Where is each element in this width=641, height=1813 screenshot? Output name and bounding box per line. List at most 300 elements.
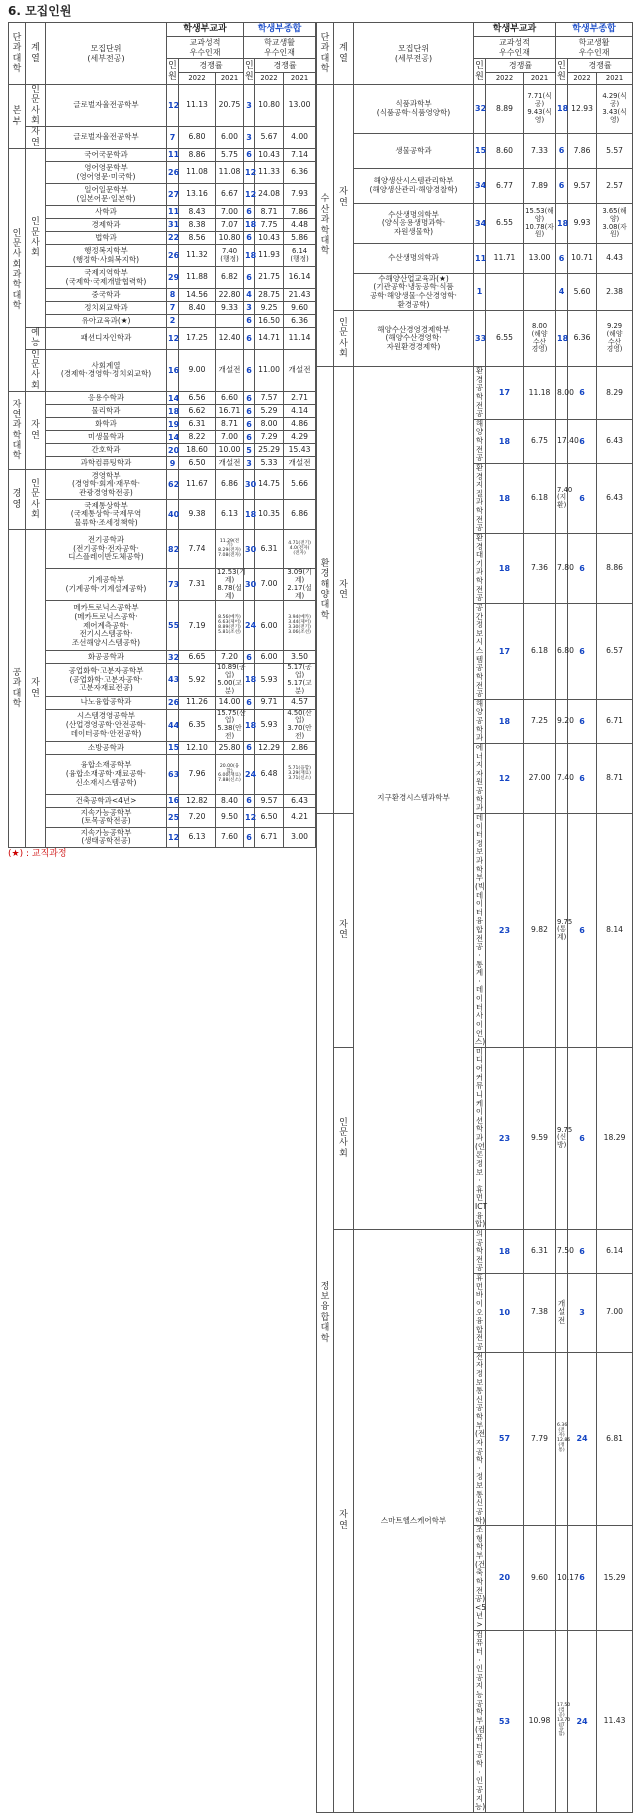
quota-jonghap: 6 [244, 206, 255, 219]
quota-jonghap: 18 [244, 219, 255, 232]
ratio-gyogwa-2021: 15.75(산업) 5.38(안전) [217, 708, 246, 741]
ratio-gyogwa-2022 [486, 274, 524, 311]
ratio-jonghap-2022: 5.33 [255, 457, 284, 470]
ratio-jonghap-2022: 6.50 [255, 807, 284, 827]
unit-name: 간호학과 [46, 444, 167, 457]
unit-name: 행정복지학부 (행정학·사회복지학) [46, 245, 167, 267]
quota-jonghap: 6 [568, 367, 597, 420]
unit-name: 패션디자인학과 [46, 328, 167, 350]
ratio-jonghap-2021: 4.29 [284, 431, 316, 444]
ratio-gyogwa-2021: 7.00 [216, 206, 244, 219]
quota-jonghap: 6 [244, 651, 255, 664]
quota-jonghap: 30 [244, 470, 255, 500]
ratio-gyogwa-2022: 11.88 [179, 267, 216, 289]
quota-gyogwa: 27 [167, 184, 179, 206]
table-row [317, 274, 633, 311]
ratio-gyogwa-2022: 11.18 [524, 367, 556, 420]
ratio-jonghap-2021: 7.93 [284, 184, 316, 206]
table-row [9, 530, 316, 569]
ratio-gyogwa-2022: 7.19 [179, 601, 216, 651]
ratio-gyogwa-2021: 12.40 [216, 328, 244, 350]
ratio-gyogwa-2021: 13.00 [524, 244, 556, 274]
quota-jonghap: 3 [244, 302, 255, 315]
quota-gyogwa: 63 [167, 754, 179, 794]
ratio-jonghap-2022: 11.33 [255, 162, 284, 184]
ratio-gyogwa-2022: 8.89 [486, 85, 524, 134]
ratio-gyogwa-2021: 7.60 [216, 827, 244, 847]
header-gye: 계열 [26, 23, 46, 85]
table-row [9, 754, 316, 794]
ratio-jonghap-2021: 7.14 [284, 149, 316, 162]
legend-note: (★) : 교직과정 [8, 849, 67, 859]
ratio-gyogwa-2021: 8.71 [216, 418, 244, 431]
ratio-gyogwa-2021: 개설전 [216, 349, 244, 391]
ratio-gyogwa-2021: 8.56(메카) 6.63(제어) 8.89(전기) 5.81(조선) [216, 601, 244, 651]
header-ratio-2: 경쟁률 [568, 59, 633, 73]
unit-name: 글로벌자율전공학부 [46, 127, 167, 149]
quota-gyogwa: 18 [486, 419, 524, 463]
quota-gyogwa: 82 [167, 530, 179, 569]
unit-name: 지속가능공학부 (생태공학전공) [46, 827, 167, 847]
ratio-gyogwa-2021: 7.40 (지환) [556, 463, 568, 533]
quota-gyogwa: 40 [167, 500, 179, 530]
ratio-jonghap-2022: 10.35 [255, 500, 284, 530]
ratio-jonghap-2022: 7.00 [255, 569, 284, 601]
quota-gyogwa: 17 [486, 367, 524, 420]
college-cell: 자연과학대학 [9, 392, 26, 470]
quota-gyogwa: 10 [486, 1274, 524, 1353]
ratio-jonghap-2022: 15.29 [597, 1526, 633, 1631]
quota-gyogwa: 53 [486, 1630, 524, 1812]
quota-gyogwa: 15 [474, 134, 486, 169]
ratio-jonghap-2021: 11.14 [284, 328, 316, 350]
quota-gyogwa: 26 [167, 245, 179, 267]
ratio-gyogwa-2021: 12.53(기계) 8.78(설계) [217, 568, 246, 600]
unit-name: 에너지자원공학과 [474, 743, 486, 813]
header-sub-jonghap: 학교생활 우수인재 [556, 37, 633, 59]
ratio-jonghap-2021: 9.60 [284, 302, 316, 315]
header-gyogwa: 학생부교과 [474, 23, 556, 37]
quota-gyogwa: 16 [167, 349, 179, 391]
header-year: 2021 [284, 73, 316, 85]
ratio-jonghap-2022: 7.29 [255, 431, 284, 444]
ratio-gyogwa-2022: 7.20 [179, 807, 216, 827]
ratio-jonghap-2021: 5.17(공업) 5.17(고분) [284, 664, 316, 696]
header-college: 단과대학 [9, 23, 26, 85]
ratio-jonghap-2022: 9.57 [255, 794, 284, 807]
ratio-jonghap-2022: 8.71 [597, 743, 633, 813]
ratio-gyogwa-2021: 25.80 [216, 741, 244, 754]
table-row [9, 162, 316, 184]
quota-jonghap: 6 [244, 392, 255, 405]
ratio-gyogwa-2022: 7.96 [179, 754, 216, 794]
ratio-jonghap-2021: 6.36 [284, 315, 316, 328]
ratio-jonghap-2022: 8.71 [255, 206, 284, 219]
quota-jonghap: 6 [568, 1526, 597, 1631]
college-cell: 본부 [9, 85, 26, 149]
ratio-gyogwa-2021: 14.00 [216, 696, 244, 709]
ratio-gyogwa-2021: 20.00(융합) 6.00(재료) 7.88(신소) [216, 754, 244, 794]
quota-jonghap: 6 [244, 349, 255, 391]
ratio-gyogwa-2022: 14.56 [179, 289, 216, 302]
header-year: 2021 [524, 73, 556, 85]
quota-gyogwa: 33 [474, 311, 486, 367]
ratio-gyogwa-2022: 27.00 [524, 743, 556, 813]
ratio-gyogwa-2021: 9.75 (신방) [556, 1047, 568, 1229]
quota-jonghap: 6 [244, 328, 255, 350]
college-cell: 정보융합대학 [317, 813, 334, 1812]
table-row [9, 601, 316, 651]
ratio-jonghap-2021: 2.71 [284, 392, 316, 405]
ratio-gyogwa-2022: 6.55 [486, 311, 524, 367]
unit-name: 국제지역학부 (국제학·국제개발협력학) [46, 267, 167, 289]
quota-gyogwa: 12 [167, 85, 179, 127]
ratio-jonghap-2021: 6.43 [284, 794, 316, 807]
quota-jonghap: 6 [244, 741, 255, 754]
ratio-gyogwa-2022: 8.43 [179, 206, 216, 219]
table-row [317, 1229, 633, 1273]
ratio-gyogwa-2022: 6.18 [524, 463, 556, 533]
quota-gyogwa: 32 [474, 85, 486, 134]
table-row [9, 328, 316, 350]
gye-cell: 인문사회 [26, 470, 46, 530]
quota-gyogwa: 15 [167, 741, 179, 754]
ratio-gyogwa-2022: 11.71 [486, 244, 524, 274]
ratio-gyogwa-2021: 7.33 [524, 134, 556, 169]
ratio-gyogwa-2022: 8.22 [179, 431, 216, 444]
ratio-jonghap-2021: 4.57 [284, 696, 316, 709]
unit-name: 해양학전공 [474, 419, 486, 463]
quota-gyogwa: 19 [167, 418, 179, 431]
ratio-jonghap-2022: 11.43 [597, 1630, 633, 1812]
ratio-jonghap-2021: 3.50 [284, 651, 316, 664]
quota-jonghap: 6 [244, 794, 255, 807]
quota-gyogwa: 44 [167, 709, 179, 741]
unit-name: 응용수학과 [46, 392, 167, 405]
ratio-jonghap-2021: 2.57 [597, 169, 633, 204]
unit-name: 화학과 [46, 418, 167, 431]
ratio-gyogwa-2021: 7.71(식공) 9.43(식영) [524, 85, 556, 134]
ratio-gyogwa-2021: 7.00 [216, 431, 244, 444]
quota-gyogwa: 32 [167, 651, 179, 664]
right-table [316, 22, 633, 1813]
ratio-jonghap-2021: 5.57 [597, 134, 633, 169]
ratio-gyogwa-2021 [524, 274, 556, 311]
ratio-jonghap-2021: 5.66 [284, 470, 316, 500]
ratio-gyogwa-2022: 7.25 [524, 699, 556, 743]
quota-jonghap: 18 [556, 85, 568, 134]
ratio-gyogwa-2022: 7.74 [179, 530, 216, 569]
unit-name: 소방공학과 [46, 741, 167, 754]
quota-gyogwa: 12 [167, 328, 179, 350]
ratio-gyogwa-2022: 7.38 [524, 1274, 556, 1353]
gye-cell: 자연 [334, 367, 354, 814]
ratio-gyogwa-2021: 10.80 [216, 232, 244, 245]
unit-name: 수해양산업교육과(★) (기관공학·냉동공학·식품 공학·해양생물·수산경영학· 환경공학) [354, 274, 474, 311]
quota-gyogwa: 9 [167, 457, 179, 470]
quota-jonghap: 6 [568, 419, 597, 463]
header-ratio-2: 경쟁률 [255, 59, 316, 73]
quota-gyogwa: 26 [167, 162, 179, 184]
ratio-jonghap-2022: 5.60 [568, 274, 597, 311]
ratio-jonghap-2022: 9.25 [255, 302, 284, 315]
table-row [317, 311, 633, 367]
ratio-gyogwa-2022: 6.31 [524, 1229, 556, 1273]
table-row [9, 444, 316, 457]
ratio-jonghap-2022: 5.93 [255, 709, 284, 741]
ratio-gyogwa-2021: 10.00 [216, 444, 244, 457]
header-year: 2022 [179, 73, 216, 85]
table-row [9, 232, 316, 245]
quota-jonghap: 6 [244, 827, 255, 847]
ratio-jonghap-2022: 10.71 [568, 244, 597, 274]
ratio-gyogwa-2022: 9.59 [524, 1047, 556, 1229]
table-row [9, 696, 316, 709]
ratio-gyogwa-2022: 7.36 [524, 533, 556, 603]
gye-cell: 자연 [26, 530, 46, 848]
table-row [9, 457, 316, 470]
quota-gyogwa: 17 [486, 603, 524, 699]
ratio-jonghap-2021: 5.71(융합) 3.29(재료) 3.71(신소) [284, 754, 316, 794]
ratio-jonghap-2022: 24.08 [255, 184, 284, 206]
quota-jonghap: 3 [244, 457, 255, 470]
college-cell: 공과대학 [9, 530, 26, 848]
unit-name: 데이터정보과학부 (빅데이터융합전공· 통계·데이터사이언스) [475, 812, 486, 1047]
ratio-jonghap-2021: 16.14 [284, 267, 316, 289]
ratio-gyogwa-2022: 6.80 [179, 127, 216, 149]
ratio-jonghap-2021: 4.71(전기) 4.0(전자) (전자) [284, 530, 316, 569]
ratio-jonghap-2021: 개설전 [284, 349, 316, 391]
table-row [317, 85, 633, 134]
table-row [9, 569, 316, 601]
unit-name: 일어일문학부 (일본어문·일본학) [46, 184, 167, 206]
gye-cell: 인문사회 [26, 349, 46, 391]
ratio-gyogwa-2021: 6.36 (전자) 12.86 (정통) [556, 1352, 568, 1526]
quota-gyogwa: 11 [167, 149, 179, 162]
ratio-jonghap-2022: 6.00 [255, 651, 284, 664]
ratio-jonghap-2021: 2.38 [597, 274, 633, 311]
ratio-gyogwa-2021: 20.75 [216, 85, 244, 127]
quota-gyogwa: 22 [167, 232, 179, 245]
ratio-jonghap-2022: 6.43 [597, 419, 633, 463]
header-year: 2021 [597, 73, 633, 85]
unit-name: 공업화학·고분자공학부 (공업화학·고분자공학· 고분자재료전공) [46, 664, 167, 696]
ratio-gyogwa-2021: 9.20 [556, 699, 568, 743]
quota-jonghap: 18 [556, 204, 568, 244]
quota-jonghap: 6 [244, 232, 255, 245]
unit-name: 나노융합공학과 [46, 696, 167, 709]
quota-jonghap: 6 [244, 315, 255, 328]
gye-cell: 인문사회 [26, 85, 46, 127]
quota-jonghap: 6 [244, 405, 255, 418]
quota-jonghap: 12 [244, 162, 255, 184]
ratio-gyogwa-2022: 8.60 [486, 134, 524, 169]
header-jonghap: 학생부종합 [556, 23, 633, 37]
gye-cell: 인문사회 [334, 1047, 354, 1229]
quota-jonghap: 30 [244, 530, 255, 569]
ratio-gyogwa-2022: 5.92 [179, 664, 216, 696]
header-sub-gyogwa: 교과성적 우수인재 [474, 37, 556, 59]
unit-name: 생물공학과 [354, 134, 474, 169]
quota-gyogwa: 57 [486, 1352, 524, 1526]
table-row [317, 169, 633, 204]
ratio-gyogwa-2022: 12.10 [179, 741, 216, 754]
table-row [9, 206, 316, 219]
table-row [9, 418, 316, 431]
unit-name: 수산생명의학과 [354, 244, 474, 274]
table-row [9, 302, 316, 315]
unit-name: 미디어커뮤니케이션학과 (언론정보·휴먼ICT융합) [475, 1046, 488, 1229]
header-sub-jonghap: 학교생활 우수인재 [244, 37, 316, 59]
table-row [317, 134, 633, 169]
quota-jonghap: 12 [244, 184, 255, 206]
unit-name: 융합소재공학부 (융합소재공학·재료공학· 신소재시스템공학) [46, 754, 167, 794]
quota-gyogwa: 12 [167, 827, 179, 847]
quota-jonghap: 24 [568, 1630, 597, 1812]
ratio-gyogwa-2021: 7.80 [556, 533, 568, 603]
ratio-jonghap-2021: 4.48 [284, 219, 316, 232]
ratio-jonghap-2022: 5.67 [255, 127, 284, 149]
table-row [9, 289, 316, 302]
unit-name: 해양공학과 [474, 699, 486, 743]
ratio-jonghap-2021: 4.00 [284, 127, 316, 149]
ratio-jonghap-2022: 6.48 [255, 754, 284, 794]
ratio-jonghap-2021: 3.00 [284, 827, 316, 847]
ratio-gyogwa-2021: 15.53(해양) 10.78(자원) [524, 204, 556, 244]
unit-name: 공간정보시스템공학전공 [474, 603, 486, 699]
ratio-gyogwa-2022: 6.75 [524, 419, 556, 463]
ratio-jonghap-2022: 25.29 [255, 444, 284, 457]
unit-name: 글로벌자율전공학부 [46, 85, 167, 127]
table-row [9, 315, 316, 328]
quota-gyogwa: 31 [167, 219, 179, 232]
header-inwon-2: 인원 [244, 59, 255, 85]
ratio-jonghap-2022: 6.00 [255, 601, 284, 651]
unit-name: 시스템경영공학부 (산업경영공학·안전공학· 데이터공학·안전공학) [46, 709, 167, 741]
quota-jonghap: 24 [568, 1352, 597, 1526]
ratio-gyogwa-2022: 6.18 [524, 603, 556, 699]
ratio-gyogwa-2022: 10.98 [524, 1630, 556, 1812]
quota-gyogwa: 73 [167, 569, 179, 601]
ratio-jonghap-2022: 18.29 [597, 1047, 633, 1229]
college-cell: 수산과학대학 [317, 85, 334, 367]
table-row [9, 794, 316, 807]
quota-jonghap: 18 [244, 500, 255, 530]
ratio-gyogwa-2021: 22.80 [216, 289, 244, 302]
ratio-jonghap-2021: 7.86 [284, 206, 316, 219]
header-ratio-1: 경쟁률 [486, 59, 556, 73]
ratio-gyogwa-2021: 6.80 [556, 603, 568, 699]
gye-cell: 인문사회 [26, 149, 46, 328]
ratio-jonghap-2022: 12.93 [568, 85, 597, 134]
ratio-gyogwa-2021: 7.89 [524, 169, 556, 204]
table-row [9, 85, 316, 127]
ratio-gyogwa-2022: 6.56 [179, 392, 216, 405]
ratio-gyogwa-2021: 9.75 (통계) [556, 813, 568, 1047]
table-row [9, 184, 316, 206]
quota-gyogwa: 34 [474, 169, 486, 204]
unit-name: 유아교육과(★) [46, 315, 167, 328]
quota-jonghap: 24 [244, 601, 255, 651]
ratio-jonghap-2021: 6.14 (행정) [284, 245, 316, 267]
ratio-gyogwa-2022: 6.65 [179, 651, 216, 664]
unit-name: 환경지질과학전공 [474, 463, 486, 533]
quota-gyogwa: 12 [486, 743, 524, 813]
header-ratio-1: 경쟁률 [179, 59, 244, 73]
section-title: 6. 모집인원 [8, 4, 72, 18]
table-row [9, 245, 316, 267]
ratio-jonghap-2021: 3.09(기계) 2.17(설계) [284, 569, 316, 601]
ratio-jonghap-2022: 21.75 [255, 267, 284, 289]
ratio-gyogwa-2022 [179, 315, 216, 328]
quota-jonghap: 18 [556, 311, 568, 367]
table-row [9, 219, 316, 232]
ratio-jonghap-2022: 6.71 [255, 827, 284, 847]
ratio-gyogwa-2021: 8.00 (해양 수산 경영) [524, 311, 556, 367]
unit-name: 영어영문학부 (영어영문·미국학) [46, 162, 167, 184]
ratio-gyogwa-2021 [216, 315, 244, 328]
header-unit: 모집단위 (세부전공) [46, 23, 167, 85]
ratio-jonghap-2022: 11.00 [255, 349, 284, 391]
ratio-jonghap-2021: 13.00 [284, 85, 316, 127]
quota-gyogwa: 18 [167, 405, 179, 418]
ratio-jonghap-2022: 10.43 [255, 232, 284, 245]
quota-gyogwa: 11 [167, 206, 179, 219]
quota-jonghap: 6 [244, 431, 255, 444]
ratio-jonghap-2022: 6.71 [597, 699, 633, 743]
quota-gyogwa: 23 [486, 813, 524, 1047]
ratio-jonghap-2022: 9.71 [255, 696, 284, 709]
ratio-gyogwa-2022: 18.60 [179, 444, 216, 457]
quota-gyogwa: 18 [486, 463, 524, 533]
ratio-gyogwa-2021: 17.50 (컴공) 13.70 (IT융합) [556, 1630, 568, 1812]
ratio-gyogwa-2021: 10.17 [556, 1526, 568, 1631]
quota-gyogwa: 2 [167, 315, 179, 328]
gye-cell: 자연 [334, 813, 354, 1047]
quota-jonghap: 24 [244, 754, 255, 794]
unit-name: 해양수산경영경제학부 (해양수산경영학· 자원환경경제학) [354, 311, 474, 367]
unit-name: 전자정보통신공학부 (전자공학·정보통신공학) [475, 1351, 486, 1525]
unit-name: 메카트로닉스공학부 (메카트로닉스공학· 제어계측공학· 전기시스템공학· 조선해양시스템공학) [46, 601, 167, 651]
unit-name: 물리학과 [46, 405, 167, 418]
unit-name: 전기공학과 (전기공학·전자공학· 디스플레이반도체공학) [46, 530, 167, 569]
ratio-jonghap-2022: 16.50 [255, 315, 284, 328]
ratio-jonghap-2021: 개설전 [284, 457, 316, 470]
college-cell: 환경해양대학 [317, 367, 334, 814]
ratio-jonghap-2022: 11.93 [255, 245, 284, 267]
quota-jonghap: 6 [568, 813, 597, 1047]
unit-name: 법학과 [46, 232, 167, 245]
ratio-gyogwa-2022: 11.13 [179, 85, 216, 127]
gye-cell: 인문사회 [334, 311, 354, 367]
quota-jonghap: 6 [244, 696, 255, 709]
ratio-gyogwa-2022: 11.08 [179, 162, 216, 184]
quota-jonghap: 4 [556, 274, 568, 311]
ratio-jonghap-2021: 4.86 [284, 418, 316, 431]
ratio-jonghap-2022: 8.00 [255, 418, 284, 431]
ratio-jonghap-2021: 6.36 [284, 162, 316, 184]
ratio-jonghap-2022: 5.29 [255, 405, 284, 418]
ratio-gyogwa-2021: 7.40 [556, 743, 568, 813]
ratio-gyogwa-2021: 7.40 (행정) [216, 245, 244, 267]
ratio-gyogwa-2022: 6.77 [486, 169, 524, 204]
table-row [9, 500, 316, 530]
ratio-gyogwa-2021: 8.00 [556, 367, 568, 420]
ratio-gyogwa-2021: 9.50 [216, 807, 244, 827]
table-row [9, 664, 316, 696]
ratio-jonghap-2021: 2.86 [284, 741, 316, 754]
unit-name: 중국학과 [46, 289, 167, 302]
